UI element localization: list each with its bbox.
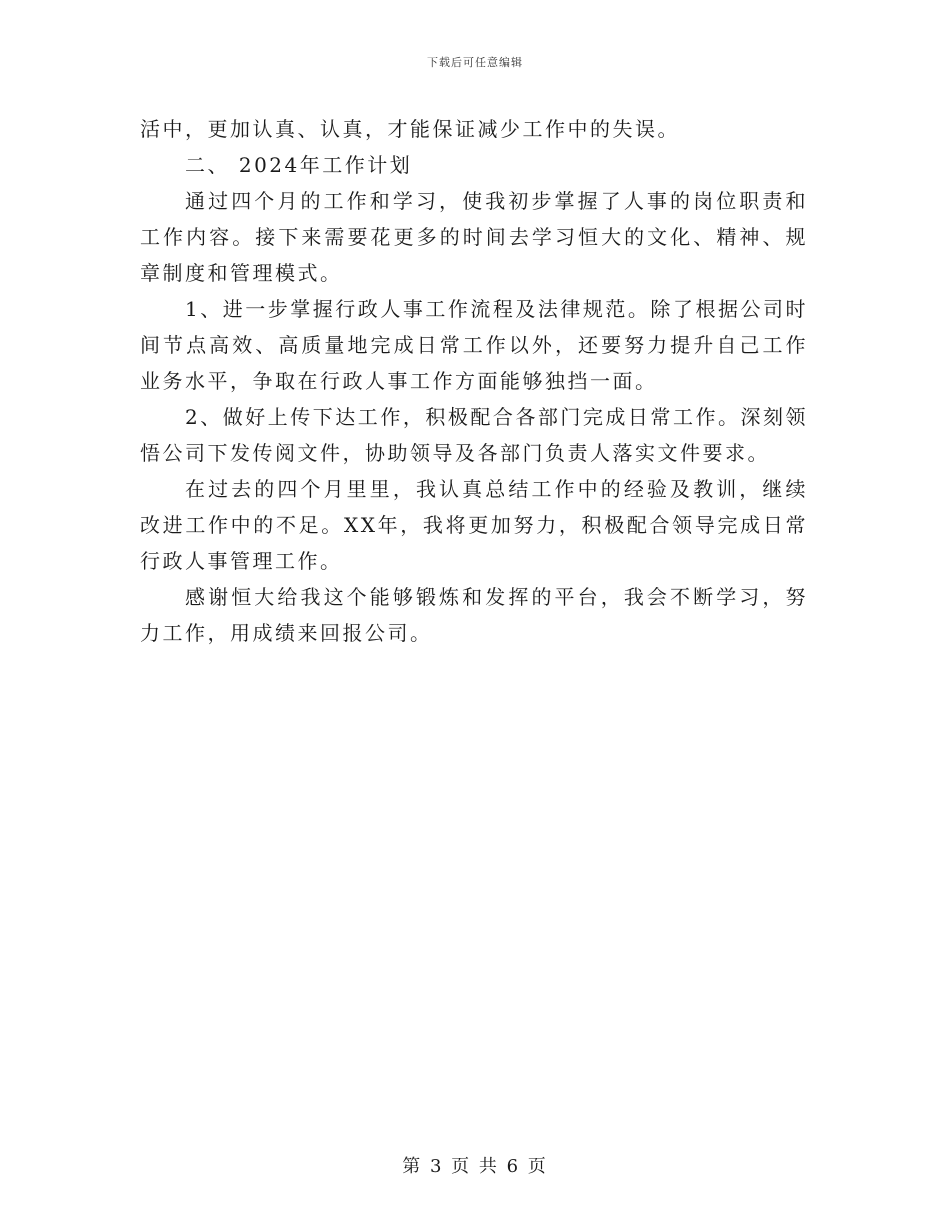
paragraph-summary: 在过去的四个月里里，我认真总结工作中的经验及教训，继续改进工作中的不足。XX年，我将更加努力，积极配合领导完成日常行政人事管理工作。 <box>140 477 808 573</box>
paragraph-intro: 通过四个月的工作和学习，使我初步掌握了人事的岗位职责和工作内容。接下来需要花更多的时间去学习恒大的文化、精神、规章制度和管理模式。 <box>140 189 808 285</box>
document-body <box>140 111 808 651</box>
paragraph-continuation: 活中，更加认真、认真，才能保证减少工作中的失误。 <box>140 117 680 141</box>
page-number-footer: 第 3 页 共 6 页 <box>402 1156 548 1177</box>
paragraph-thanks: 感谢恒大给我这个能够锻炼和发挥的平台，我会不断学习，努力工作，用成绩来回报公司。 <box>140 585 808 645</box>
paragraph-item-2: 2、做好上传下达工作，积极配合各部门完成日常工作。深刻领悟公司下发传阅文件，协助领导及各部门负责人落实文件要求。 <box>140 405 808 465</box>
section-heading: 二、 2024年工作计划 <box>185 153 413 177</box>
page-header: 下载后可任意编辑 <box>427 56 523 69</box>
paragraph-item-1: 1、进一步掌握行政人事工作流程及法律规范。除了根据公司时间节点高效、高质量地完成日常工作以外，还要努力提升自己工作业务水平，争取在行政人事工作方面能够独挡一面。 <box>140 297 808 393</box>
